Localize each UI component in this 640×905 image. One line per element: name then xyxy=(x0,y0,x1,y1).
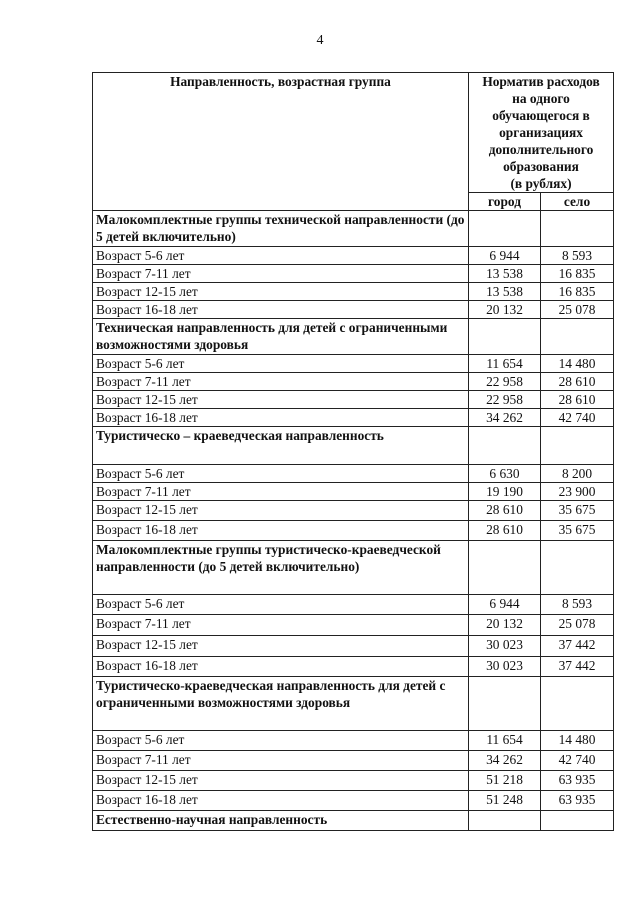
city-value: 22 958 xyxy=(469,391,541,409)
village-value xyxy=(541,427,614,465)
norms-table xyxy=(92,72,614,831)
city-value: 51 218 xyxy=(469,771,541,791)
age-group-label: Возраст 16-18 лет xyxy=(93,791,469,811)
table-body xyxy=(93,211,614,831)
village-value xyxy=(541,319,614,355)
header-village: село xyxy=(541,193,614,211)
city-value: 34 262 xyxy=(469,751,541,771)
city-value xyxy=(469,319,541,355)
village-value: 63 935 xyxy=(541,791,614,811)
table-row xyxy=(93,751,614,771)
village-value: 28 610 xyxy=(541,391,614,409)
age-group-label: Возраст 5-6 лет xyxy=(93,355,469,373)
age-group-label: Возраст 12-15 лет xyxy=(93,771,469,791)
section-row xyxy=(93,319,614,355)
table-row xyxy=(93,301,614,319)
city-value: 11 654 xyxy=(469,355,541,373)
section-title: Техническая направленность для детей с ограниченными возможностями здоровья xyxy=(93,319,469,355)
age-group-label: Возраст 5-6 лет xyxy=(93,465,469,483)
age-group-label: Возраст 16-18 лет xyxy=(93,301,469,319)
village-value xyxy=(541,677,614,731)
village-value: 28 610 xyxy=(541,373,614,391)
table-row xyxy=(93,771,614,791)
section-row xyxy=(93,677,614,731)
table-row xyxy=(93,521,614,541)
city-value: 13 538 xyxy=(469,283,541,301)
city-value: 28 610 xyxy=(469,501,541,521)
table-row xyxy=(93,265,614,283)
village-value: 23 900 xyxy=(541,483,614,501)
table-header xyxy=(93,73,614,211)
age-group-label: Возраст 12-15 лет xyxy=(93,283,469,301)
table-row xyxy=(93,791,614,811)
section-title: Туристическо-краеведческая направленность для детей с ограниченными возможностями здоровья xyxy=(93,677,469,731)
section-row xyxy=(93,427,614,465)
age-group-label: Возраст 12-15 лет xyxy=(93,391,469,409)
village-value: 14 480 xyxy=(541,355,614,373)
age-group-label: Возраст 12-15 лет xyxy=(93,636,469,657)
section-title: Малокомплектные группы технической направленности (до 5 детей включительно) xyxy=(93,211,469,247)
village-value: 8 200 xyxy=(541,465,614,483)
table-row xyxy=(93,465,614,483)
city-value xyxy=(469,541,541,595)
table-row xyxy=(93,409,614,427)
table-row xyxy=(93,657,614,677)
city-value: 51 248 xyxy=(469,791,541,811)
section-title: Туристическо – краеведческая направленность xyxy=(93,427,469,465)
header-norm: Норматив расходов на одного обучающегося в организациях дополнительного образования (в рублях) xyxy=(469,73,614,193)
city-value: 6 944 xyxy=(469,595,541,615)
section-row xyxy=(93,811,614,831)
age-group-label: Возраст 12-15 лет xyxy=(93,501,469,521)
city-value: 6 630 xyxy=(469,465,541,483)
village-value: 25 078 xyxy=(541,615,614,636)
section-row xyxy=(93,541,614,595)
village-value: 35 675 xyxy=(541,501,614,521)
age-group-label: Возраст 5-6 лет xyxy=(93,247,469,265)
age-group-label: Возраст 5-6 лет xyxy=(93,595,469,615)
table-row xyxy=(93,247,614,265)
section-row xyxy=(93,211,614,247)
age-group-label: Возраст 16-18 лет xyxy=(93,521,469,541)
section-title: Естественно-научная направленность xyxy=(93,811,469,831)
city-value xyxy=(469,427,541,465)
table-row xyxy=(93,283,614,301)
village-value: 35 675 xyxy=(541,521,614,541)
village-value: 8 593 xyxy=(541,595,614,615)
village-value: 25 078 xyxy=(541,301,614,319)
village-value: 14 480 xyxy=(541,731,614,751)
village-value xyxy=(541,211,614,247)
table-row xyxy=(93,501,614,521)
age-group-label: Возраст 7-11 лет xyxy=(93,373,469,391)
header-city: город xyxy=(469,193,541,211)
table-row xyxy=(93,595,614,615)
age-group-label: Возраст 5-6 лет xyxy=(93,731,469,751)
age-group-label: Возраст 7-11 лет xyxy=(93,615,469,636)
city-value: 30 023 xyxy=(469,657,541,677)
section-title: Малокомплектные группы туристическо-краеведческой направленности (до 5 детей включительно) xyxy=(93,541,469,595)
city-value: 22 958 xyxy=(469,373,541,391)
header-direction-age: Направленность, возрастная группа xyxy=(93,73,469,211)
table-row xyxy=(93,373,614,391)
village-value: 37 442 xyxy=(541,657,614,677)
table-row xyxy=(93,391,614,409)
city-value: 11 654 xyxy=(469,731,541,751)
city-value: 20 132 xyxy=(469,615,541,636)
table-row xyxy=(93,615,614,636)
city-value: 19 190 xyxy=(469,483,541,501)
city-value xyxy=(469,677,541,731)
page-number: 4 xyxy=(316,33,324,48)
table-row xyxy=(93,355,614,373)
village-value: 63 935 xyxy=(541,771,614,791)
age-group-label: Возраст 16-18 лет xyxy=(93,657,469,677)
city-value: 30 023 xyxy=(469,636,541,657)
city-value: 6 944 xyxy=(469,247,541,265)
village-value xyxy=(541,541,614,595)
city-value: 20 132 xyxy=(469,301,541,319)
city-value xyxy=(469,811,541,831)
village-value: 42 740 xyxy=(541,751,614,771)
age-group-label: Возраст 7-11 лет xyxy=(93,265,469,283)
age-group-label: Возраст 7-11 лет xyxy=(93,483,469,501)
village-value: 16 835 xyxy=(541,283,614,301)
age-group-label: Возраст 16-18 лет xyxy=(93,409,469,427)
table-row xyxy=(93,483,614,501)
city-value: 34 262 xyxy=(469,409,541,427)
age-group-label: Возраст 7-11 лет xyxy=(93,751,469,771)
village-value: 42 740 xyxy=(541,409,614,427)
city-value xyxy=(469,211,541,247)
city-value: 13 538 xyxy=(469,265,541,283)
village-value: 8 593 xyxy=(541,247,614,265)
village-value: 37 442 xyxy=(541,636,614,657)
village-value xyxy=(541,811,614,831)
table-row xyxy=(93,636,614,657)
city-value: 28 610 xyxy=(469,521,541,541)
table-row xyxy=(93,731,614,751)
village-value: 16 835 xyxy=(541,265,614,283)
